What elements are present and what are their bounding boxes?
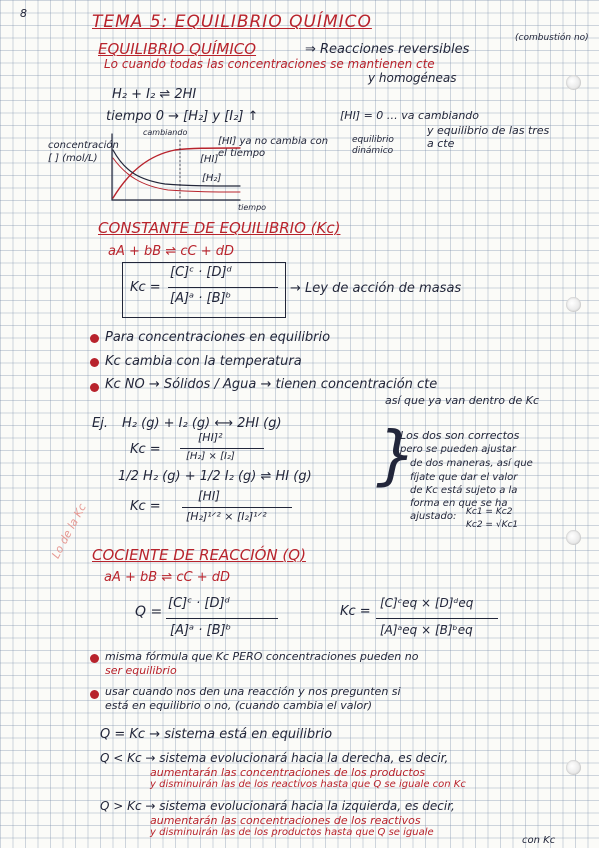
graph-y-label: concentración [ ] (mol/L) [48, 140, 119, 164]
kc-numerator: [C]ᶜ · [D]ᵈ [170, 265, 232, 280]
case-greater-c: y disminuirán las de los productos hasta que Q se iguale [150, 827, 434, 838]
kc-eq-denominator: [A]ᵃeq × [B]ᵇeq [380, 623, 473, 637]
example-kc1-line [180, 448, 264, 449]
curve-h2 [113, 150, 240, 186]
example-note-5: de Kc está sujeto a la [410, 485, 518, 496]
intro-arrow-text: ⇒ Reacciones reversibles [305, 42, 470, 57]
graph-eq-label: equilibrio dinámico [352, 135, 394, 156]
example-note-4: fíjate que dar el valor [410, 472, 518, 483]
q-lhs: Q = [135, 604, 163, 620]
section-heading-constante: CONSTANTE DE EQUILIBRIO (Kc) [98, 219, 341, 237]
page-title: TEMA 5: EQUILIBRIO QUÍMICO [92, 12, 372, 32]
bullet-dot [90, 383, 99, 392]
kc-fraction-line [168, 287, 278, 288]
bullet-2: Kc cambia con la temperatura [105, 354, 302, 369]
section-heading-cociente: COCIENTE DE REACCIÓN (Q) [92, 546, 306, 564]
example-note-1: Los dos son correctos [400, 429, 520, 442]
example-note-7: ajustado: [410, 511, 457, 522]
margin-note: Lo de la Kc [49, 501, 89, 561]
example-note-2: pero se pueden ajustar [400, 444, 516, 455]
intro-note: (combustión no) [515, 33, 589, 43]
curve-i2 [113, 158, 240, 192]
intro-line-3: y homogéneas [368, 71, 457, 85]
q-numerator: [C]ᶜ · [D]ᵈ [168, 596, 230, 611]
bullet-3: Kc NO → Sólidos / Agua → tienen concentración cte [105, 377, 438, 392]
case-less-b: aumentarán las concentraciones de los productos [150, 766, 426, 779]
q-denominator: [A]ᵃ · [B]ᵇ [170, 623, 232, 638]
q-fraction-line [166, 618, 278, 619]
example-note-8: Kc1 = Kc2 [466, 507, 513, 517]
bullet-dot [90, 334, 99, 343]
example-kc1-numerator: [HI]² [198, 431, 223, 444]
example-note-9: Kc2 = √Kc1 [466, 520, 519, 530]
curve-label-hi: [HI] [200, 154, 219, 165]
case-greater-d: con Kc [522, 835, 556, 846]
kc-eq-numerator: [C]ᶜeq × [D]ᵈeq [380, 596, 474, 610]
curve-label-h2: [H₂] [202, 173, 222, 184]
quotient-point-2b: está en equilibrio o no, (cuando cambia el valor) [105, 699, 373, 712]
constant-reaction: aA + bB ⇌ cC + dD [108, 244, 234, 259]
intro-equilibrium-note: y equilibrio de las tres a cte [427, 124, 550, 151]
intro-line-2: Lo cuando todas las concentraciones se mantienen cte [104, 57, 435, 71]
kc-lhs: Kc = [130, 280, 161, 295]
graph-note: [HI] ya no cambia con el tiempo [218, 136, 329, 159]
example-reaction-1: H₂ (g) + I₂ (g) ⟷ 2HI (g) [122, 416, 282, 431]
example-note-6: forma en que se ha [410, 498, 508, 509]
case-greater-b: aumentarán las concentraciones de los reactivos [150, 814, 421, 827]
bullet-3b: así que ya van dentro de Kc [385, 394, 539, 407]
example-kc1-denominator: [H₂] × [I₂] [186, 451, 235, 462]
case-less-c: y disminuirán las de los reactivos hasta que Q se iguale con Kc [150, 779, 466, 790]
graph-mark-label: cambiando [143, 128, 188, 137]
quotient-point-2a: usar cuando nos den una reacción y nos pregunten si [105, 685, 401, 698]
section-heading-equilibrio: EQUILIBRIO QUÍMICO [98, 40, 257, 58]
law-of-mass-action: → Ley de acción de masas [290, 281, 462, 296]
quotient-reaction: aA + bB ⇌ cC + dD [104, 570, 230, 585]
example-note-3: de dos maneras, así que [410, 458, 533, 469]
example-kc2-line [182, 507, 292, 508]
kc-denominator: [A]ᵃ · [B]ᵇ [170, 291, 232, 306]
case-greater-a: Q > Kc → sistema evolucionará hacia la izquierda, es decir, [100, 799, 455, 813]
page-number: 8 [20, 7, 27, 20]
kc-eq-lhs: Kc = [340, 604, 371, 619]
graph-x-label: tiempo [238, 203, 267, 212]
bullet-dot [90, 358, 99, 367]
kc-eq-fraction-line [376, 618, 498, 619]
example-label: Ej. [92, 416, 108, 431]
quotient-point-1a: misma fórmula que Kc PERO concentraciones pueden no [105, 650, 419, 663]
bullet-1: Para concentraciones en equilibrio [105, 330, 331, 345]
intro-hi-zero: [HI] = 0 … va cambiando [340, 109, 480, 122]
quotient-point-1b: ser equilibrio [105, 664, 177, 677]
bullet-dot [90, 690, 99, 699]
case-equal: Q = Kc → sistema está en equilibrio [100, 727, 333, 742]
example-kc2-lhs: Kc = [130, 499, 161, 514]
example-reaction-2: 1/2 H₂ (g) + 1/2 I₂ (g) ⇌ HI (g) [118, 469, 312, 484]
bullet-dot [90, 654, 99, 663]
case-less-a: Q < Kc → sistema evolucionará hacia la derecha, es decir, [100, 751, 449, 765]
example-kc1-lhs: Kc = [130, 442, 161, 457]
example-kc2-denominator: [H₂]¹ᐟ² × [I₂]¹ᐟ² [186, 510, 267, 523]
intro-reaction: H₂ + I₂ ⇌ 2HI [112, 87, 197, 102]
example-kc2-numerator: [HI] [198, 489, 220, 503]
example-brace: } [376, 419, 417, 493]
intro-time-label: tiempo 0 → [H₂] y [I₂] ↑ [106, 109, 259, 124]
